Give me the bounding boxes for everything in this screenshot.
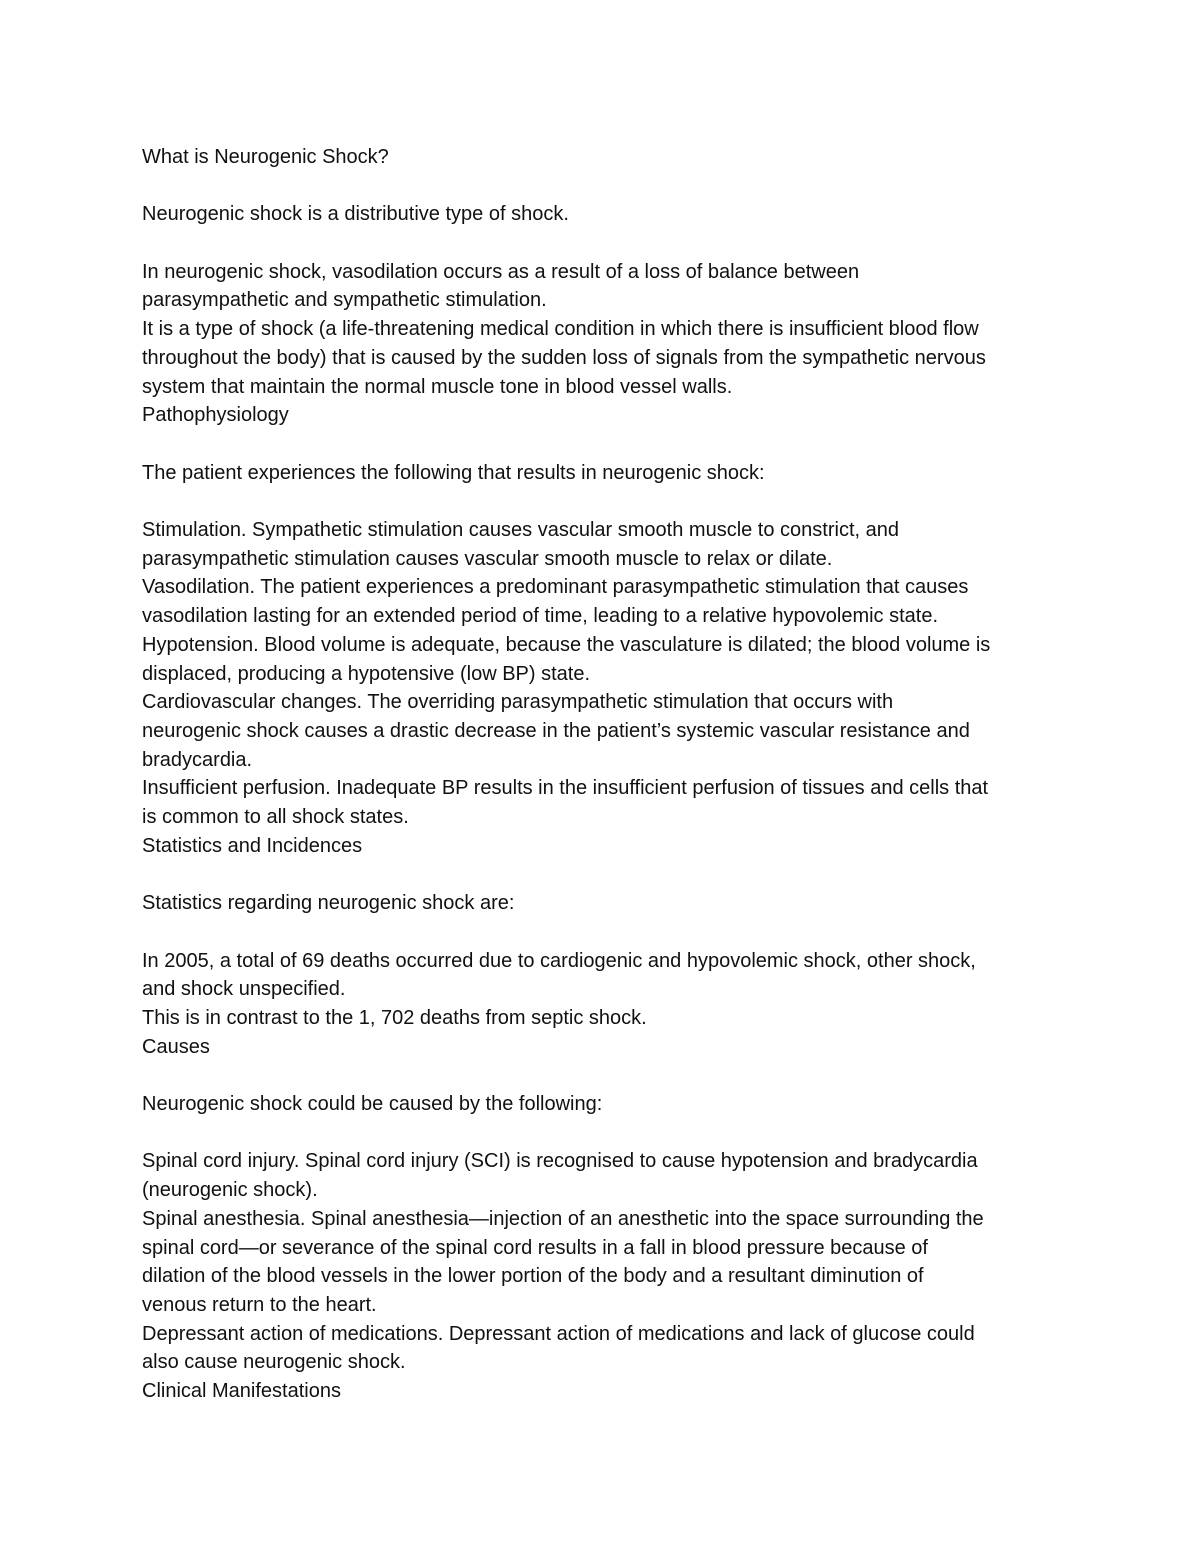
statistics-lead: Statistics regarding neurogenic shock are: <box>142 892 515 915</box>
definition-line: system that maintain the normal muscle tone in blood vessel walls. <box>142 375 733 398</box>
anesthesia-line: spinal cord—or severance of the spinal cord results in a fall in blood pressure because of <box>142 1236 928 1259</box>
statistics-line: and shock unspecified. <box>142 978 346 1001</box>
definition-line: In neurogenic shock, vasodilation occurs as a result of a loss of balance between <box>142 260 860 283</box>
vasodilation-line: Vasodilation. The patient experiences a predominant parasympathetic stimulation that causes <box>142 576 969 599</box>
spinal-injury-line: (neurogenic shock). <box>142 1179 318 1202</box>
document-title: What is Neurogenic Shock? <box>142 146 389 168</box>
definition-line: It is a type of shock (a life-threatening medical condition in which there is insufficient blood flow <box>142 318 979 341</box>
document-body <box>142 143 1072 1406</box>
hypotension-line: Hypotension. Blood volume is adequate, because the vasculature is dilated; the blood volume is <box>142 633 991 656</box>
blank-line <box>142 487 1072 516</box>
definition-line: throughout the body) that is caused by the sudden loss of signals from the sympathetic nervous <box>142 346 986 369</box>
blank-line <box>142 1061 1072 1090</box>
medications-line: Depressant action of medications. Depressant action of medications and lack of glucose could <box>142 1322 975 1345</box>
intro-line: Neurogenic shock is a distributive type of shock. <box>142 203 569 226</box>
stimulation-line: parasympathetic stimulation causes vascular smooth muscle to relax or dilate. <box>142 547 833 570</box>
hypotension-line: displaced, producing a hypotensive (low BP) state. <box>142 662 591 685</box>
blank-line <box>142 918 1072 947</box>
pathophysiology-lead: The patient experiences the following that results in neurogenic shock: <box>142 461 765 484</box>
cardiovascular-line: bradycardia. <box>142 748 253 771</box>
clinical-heading: Clinical Manifestations <box>142 1380 341 1403</box>
statistics-line: This is in contrast to the 1, 702 deaths from septic shock. <box>142 1007 647 1029</box>
definition-line: parasympathetic and sympathetic stimulation. <box>142 289 547 312</box>
spinal-injury-line: Spinal cord injury. Spinal cord injury (SCI) is recognised to cause hypotension and bradycardia <box>142 1150 978 1173</box>
blank-line <box>142 172 1072 201</box>
cardiovascular-line: neurogenic shock causes a drastic decrease in the patient’s systemic vascular resistance and <box>142 720 970 742</box>
anesthesia-line: Spinal anesthesia. Spinal anesthesia—injection of an anesthetic into the space surrounding the <box>142 1207 984 1230</box>
medications-line: also cause neurogenic shock. <box>142 1351 406 1374</box>
blank-line <box>142 430 1072 459</box>
stimulation-line: Stimulation. Sympathetic stimulation causes vascular smooth muscle to constrict, and <box>142 519 899 542</box>
statistics-heading: Statistics and Incidences <box>142 834 363 857</box>
perfusion-line: Insufficient perfusion. Inadequate BP results in the insufficient perfusion of tissues and cells that <box>142 777 989 800</box>
statistics-line: In 2005, a total of 69 deaths occurred due to cardiogenic and hypovolemic shock, other shock, <box>142 949 976 972</box>
cardiovascular-line: Cardiovascular changes. The overriding parasympathetic stimulation that occurs with <box>142 691 894 714</box>
vasodilation-line: vasodilation lasting for an extended period of time, leading to a relative hypovolemic state. <box>142 605 939 628</box>
anesthesia-line: venous return to the heart. <box>142 1294 377 1316</box>
pathophysiology-heading: Pathophysiology <box>142 404 289 427</box>
perfusion-line: is common to all shock states. <box>142 806 409 829</box>
blank-line <box>142 229 1072 258</box>
causes-lead: Neurogenic shock could be caused by the following: <box>142 1093 603 1116</box>
blank-line <box>142 1119 1072 1148</box>
blank-line <box>142 861 1072 890</box>
anesthesia-line: dilation of the blood vessels in the lower portion of the body and a resultant diminution of <box>142 1265 924 1288</box>
causes-heading: Causes <box>142 1035 210 1058</box>
